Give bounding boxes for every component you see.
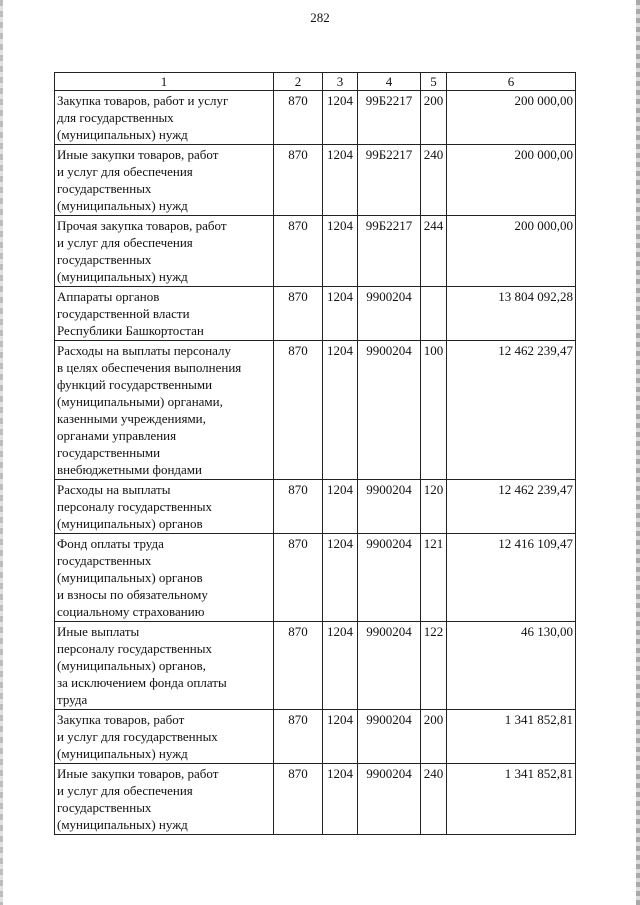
amount-cell: 46 130,00 — [447, 622, 576, 710]
grbs-code-cell: 870 — [274, 710, 323, 764]
target-article-cell: 9900204 — [358, 534, 421, 622]
expense-name-cell: Фонд оплаты труда государственных (муниципальных) органов и взносы по обязательному социальному страхованию — [55, 534, 274, 622]
target-article-cell: 9900204 — [358, 622, 421, 710]
section-code-cell: 1204 — [323, 287, 358, 341]
amount-cell: 1 341 852,81 — [447, 710, 576, 764]
expense-type-cell: 120 — [421, 480, 447, 534]
section-code-cell: 1204 — [323, 91, 358, 145]
section-code-cell: 1204 — [323, 216, 358, 287]
grbs-code-cell: 870 — [274, 341, 323, 480]
expense-type-cell — [421, 287, 447, 341]
column-header: 6 — [447, 73, 576, 91]
table-row — [55, 145, 576, 216]
expense-name-cell: Аппараты органов государственной власти Республики Башкортостан — [55, 287, 274, 341]
target-article-cell: 9900204 — [358, 710, 421, 764]
page-number: 282 — [310, 10, 330, 25]
target-article-cell: 9900204 — [358, 480, 421, 534]
amount-cell: 12 462 239,47 — [447, 341, 576, 480]
grbs-code-cell: 870 — [274, 91, 323, 145]
expense-name-cell: Иные закупки товаров, работ и услуг для обеспечения государственных (муниципальных) нужд — [55, 764, 274, 835]
table-row — [55, 287, 576, 341]
expense-name-cell: Закупка товаров, работ и услуг для государственных (муниципальных) нужд — [55, 91, 274, 145]
amount-cell: 13 804 092,28 — [447, 287, 576, 341]
table-row — [55, 216, 576, 287]
column-header: 3 — [323, 73, 358, 91]
scan-edge-left — [0, 0, 3, 905]
scan-edge-right — [636, 0, 640, 905]
section-code-cell: 1204 — [323, 710, 358, 764]
target-article-cell: 9900204 — [358, 287, 421, 341]
grbs-code-cell: 870 — [274, 287, 323, 341]
section-code-cell: 1204 — [323, 480, 358, 534]
budget-table — [54, 72, 576, 835]
target-article-cell: 99Б2217 — [358, 91, 421, 145]
target-article-cell: 9900204 — [358, 341, 421, 480]
column-header: 4 — [358, 73, 421, 91]
expense-type-cell: 100 — [421, 341, 447, 480]
expense-name-cell: Расходы на выплаты персоналу государственных (муниципальных) органов — [55, 480, 274, 534]
expense-name-cell: Иные закупки товаров, работ и услуг для обеспечения государственных (муниципальных) нужд — [55, 145, 274, 216]
expense-type-cell: 121 — [421, 534, 447, 622]
grbs-code-cell: 870 — [274, 534, 323, 622]
grbs-code-cell: 870 — [274, 480, 323, 534]
expense-type-cell: 240 — [421, 145, 447, 216]
column-header: 5 — [421, 73, 447, 91]
section-code-cell: 1204 — [323, 341, 358, 480]
section-code-cell: 1204 — [323, 622, 358, 710]
target-article-cell: 99Б2217 — [358, 216, 421, 287]
section-code-cell: 1204 — [323, 534, 358, 622]
column-header: 1 — [55, 73, 274, 91]
expense-type-cell: 122 — [421, 622, 447, 710]
table-row — [55, 764, 576, 835]
column-header: 2 — [274, 73, 323, 91]
table-body — [55, 91, 576, 835]
table-row — [55, 91, 576, 145]
expense-type-cell: 240 — [421, 764, 447, 835]
amount-cell: 200 000,00 — [447, 145, 576, 216]
expense-type-cell: 200 — [421, 710, 447, 764]
amount-cell: 12 462 239,47 — [447, 480, 576, 534]
expense-name-cell: Расходы на выплаты персоналу в целях обеспечения выполнения функций государственными (муниципальными) органами, казенными учреждениями, органами управления государственными внебюджетными фондами — [55, 341, 274, 480]
amount-cell: 200 000,00 — [447, 91, 576, 145]
table-header-row — [55, 73, 576, 91]
amount-cell: 1 341 852,81 — [447, 764, 576, 835]
grbs-code-cell: 870 — [274, 216, 323, 287]
amount-cell: 200 000,00 — [447, 216, 576, 287]
amount-cell: 12 416 109,47 — [447, 534, 576, 622]
table-row — [55, 534, 576, 622]
table-row — [55, 480, 576, 534]
section-code-cell: 1204 — [323, 145, 358, 216]
expense-name-cell: Иные выплаты персоналу государственных (муниципальных) органов, за исключением фонда оплаты труда — [55, 622, 274, 710]
grbs-code-cell: 870 — [274, 622, 323, 710]
expense-type-cell: 244 — [421, 216, 447, 287]
section-code-cell: 1204 — [323, 764, 358, 835]
expense-name-cell: Прочая закупка товаров, работ и услуг для обеспечения государственных (муниципальных) нужд — [55, 216, 274, 287]
expense-type-cell: 200 — [421, 91, 447, 145]
target-article-cell: 99Б2217 — [358, 145, 421, 216]
expense-name-cell: Закупка товаров, работ и услуг для государственных (муниципальных) нужд — [55, 710, 274, 764]
grbs-code-cell: 870 — [274, 764, 323, 835]
table-row — [55, 710, 576, 764]
target-article-cell: 9900204 — [358, 764, 421, 835]
table-row — [55, 341, 576, 480]
grbs-code-cell: 870 — [274, 145, 323, 216]
table-row — [55, 622, 576, 710]
